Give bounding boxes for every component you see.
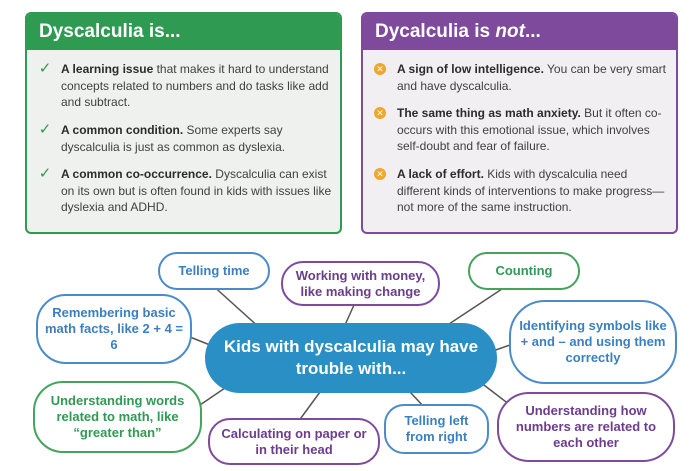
x-circle-icon: ✕: [374, 107, 386, 119]
node-working-with-money: Working with money, like making change: [281, 261, 440, 306]
checkmark-icon: ✓: [38, 121, 52, 138]
node-left-right: Telling left from right: [384, 404, 489, 454]
checkmark-icon: ✓: [38, 165, 52, 182]
node-identifying-symbols: Identifying symbols like + and – and using them correctly: [509, 300, 677, 384]
list-item: ✓ A common co-occurrence. Dyscalculia can exist on its own but is often found in kids with issues like dyslexia and ADHD.: [38, 165, 332, 214]
panel-title: Dycalculia is not...: [363, 14, 676, 50]
node-telling-time: Telling time: [158, 252, 270, 290]
node-calculating: Calculating on paper or in their head: [208, 418, 380, 465]
node-counting: Counting: [468, 252, 580, 290]
mindmap-center: Kids with dyscalculia may have trouble with...: [205, 323, 497, 393]
node-understanding-words: Understanding words related to math, like “greater than”: [33, 381, 202, 453]
node-math-facts: Remembering basic math facts, like 2 + 4 = 6: [36, 294, 192, 364]
list-item: ✓ A learning issue that makes it hard to understand concepts related to numbers and do tasks like add and subtract.: [38, 60, 329, 109]
list-item: ✕ The same thing as math anxiety. But it often co-occurs with this emotional issue, which involves self-doubt and fear of failure.: [373, 105, 668, 155]
x-circle-icon: ✕: [374, 168, 386, 180]
list-item: ✕ A lack of effort. Kids with dyscalculia need different kinds of interventions to make progress—not more of the same instruction.: [373, 166, 668, 216]
connector-line: [200, 388, 225, 405]
checkmark-icon: ✓: [38, 60, 52, 77]
x-circle-icon: ✕: [374, 63, 386, 75]
node-number-relations: Understanding how numbers are related to each other: [497, 392, 675, 462]
list-item: ✓ A common condition. Some experts say dyscalculia is just as common as dyslexia.: [38, 121, 286, 154]
connector-line: [345, 305, 354, 325]
list-item: ✕ A sign of low intelligence. You can be very smart and have dyscalculia.: [373, 61, 668, 94]
panel-title: Dyscalculia is...: [27, 14, 340, 50]
